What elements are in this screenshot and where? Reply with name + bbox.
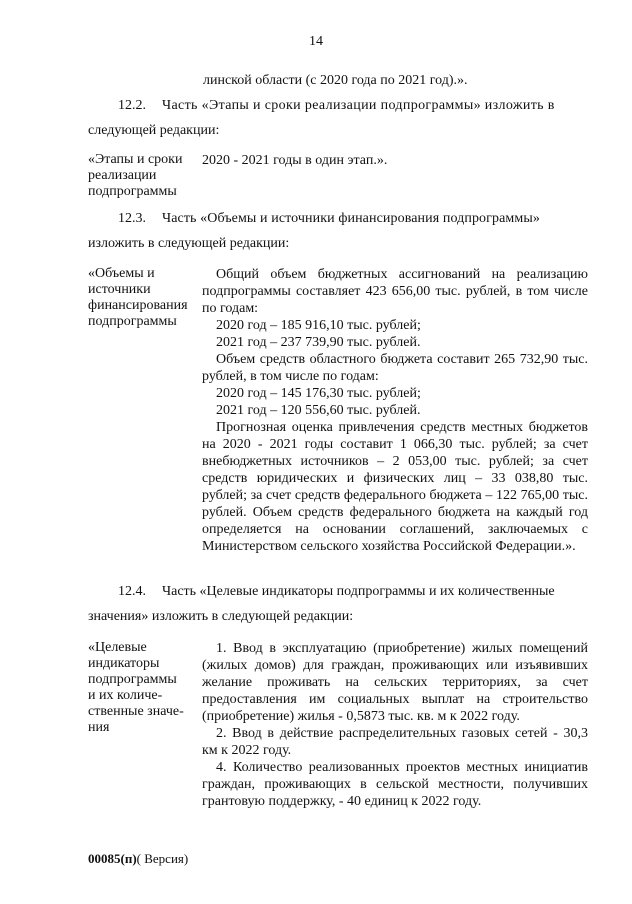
field-value	[202, 266, 588, 555]
section-text: Часть «Этапы и сроки реализации подпрограммы» изложить в	[162, 98, 555, 113]
field-label	[88, 640, 198, 736]
label-line: подпрограммы	[88, 672, 177, 687]
label-line: ния	[88, 720, 110, 735]
value-paragraph: 2021 год – 237 739,90 тыс. рублей.	[216, 335, 421, 350]
document-footer	[88, 851, 188, 867]
field-value	[202, 640, 588, 810]
document-code: 00085(п)	[88, 851, 137, 866]
value-paragraph: 1. Ввод в эксплуатацию (приобретение) жилых помещений (жилых домов) для граждан, проживающих или изъявивших желание проживать на сельских территориях, за счет предоставления им социальных выплат на строительство (приобретение) жилья - 0,5873 тыс. кв. м к 2022 году.	[202, 641, 588, 724]
label-line: «Этапы и сроки	[88, 152, 183, 167]
field-label	[88, 266, 198, 330]
label-line: индикаторы	[88, 656, 160, 671]
label-line: подпрограммы	[88, 184, 177, 199]
section-text: Часть «Целевые индикаторы подпрограммы и их количественные	[162, 584, 555, 599]
section-text: Часть «Объемы и источники финансирования подпрограммы»	[162, 211, 540, 226]
value-text: 2020 - 2021 годы в один этап.».	[202, 153, 388, 168]
field-label	[88, 152, 198, 200]
field-value	[202, 152, 588, 169]
section-number: 12.2.	[118, 98, 146, 113]
section-number: 12.3.	[118, 211, 146, 226]
document-version: ( Версия)	[136, 851, 189, 866]
label-line: реализации	[88, 168, 157, 183]
label-line: источники	[88, 282, 151, 297]
section-number: 12.4.	[118, 584, 146, 599]
value-paragraph: Прогнозная оценка привлечения средств местных бюджетов на 2020 - 2021 годы составит 1 066,30 тыс. рублей; за счет внебюджетных источников – 2 053,00 тыс. рублей; за счет средств юридических и физических лиц – 33 038,80 тыс. рублей; за счет средств федерального бюджета – 122 765,00 тыс. рублей. Объем средств федерального бюджета на каждый год определяется на основании соглашений, заключаемых с Министерством сельского хозяйства Российской Федерации.».	[202, 420, 588, 554]
section-12-3-continuation: изложить в следующей редакции:	[88, 236, 290, 251]
page-number: 14	[309, 34, 323, 49]
value-paragraph: 2020 год – 185 916,10 тыс. рублей;	[216, 318, 421, 333]
continued-line: линской области (с 2020 года по 2021 год).».	[203, 73, 468, 88]
label-line: и их количе-	[88, 688, 163, 703]
section-12-3	[88, 211, 588, 227]
value-paragraph: 2. Ввод в действие распределительных газовых сетей - 30,3 км к 2022 году.	[202, 726, 588, 758]
section-12-2-continuation: следующей редакции:	[88, 123, 220, 138]
value-paragraph: 2021 год – 120 556,60 тыс. рублей.	[216, 403, 421, 418]
section-12-4	[88, 584, 588, 600]
label-line: финансирования	[88, 298, 188, 313]
section-12-2	[88, 98, 588, 114]
value-paragraph: Объем средств областного бюджета составит 265 732,90 тыс. рублей, в том числе по годам:	[202, 352, 588, 384]
value-paragraph: 4. Количество реализованных проектов местных инициатив граждан, проживающих в сельской местности, получивших грантовую поддержку, - 40 единиц к 2022 году.	[202, 760, 588, 809]
section-12-4-continuation: значения» изложить в следующей редакции:	[88, 609, 354, 624]
value-paragraph: Общий объем бюджетных ассигнований на реализацию подпрограммы составляет 423 656,00 тыс. рублей, в том числе по годам:	[202, 267, 588, 316]
label-line: ственные значе-	[88, 704, 184, 719]
value-paragraph: 2020 год – 145 176,30 тыс. рублей;	[216, 386, 421, 401]
label-line: «Целевые	[88, 640, 147, 655]
label-line: подпрограммы	[88, 314, 177, 329]
label-line: «Объемы и	[88, 266, 155, 281]
